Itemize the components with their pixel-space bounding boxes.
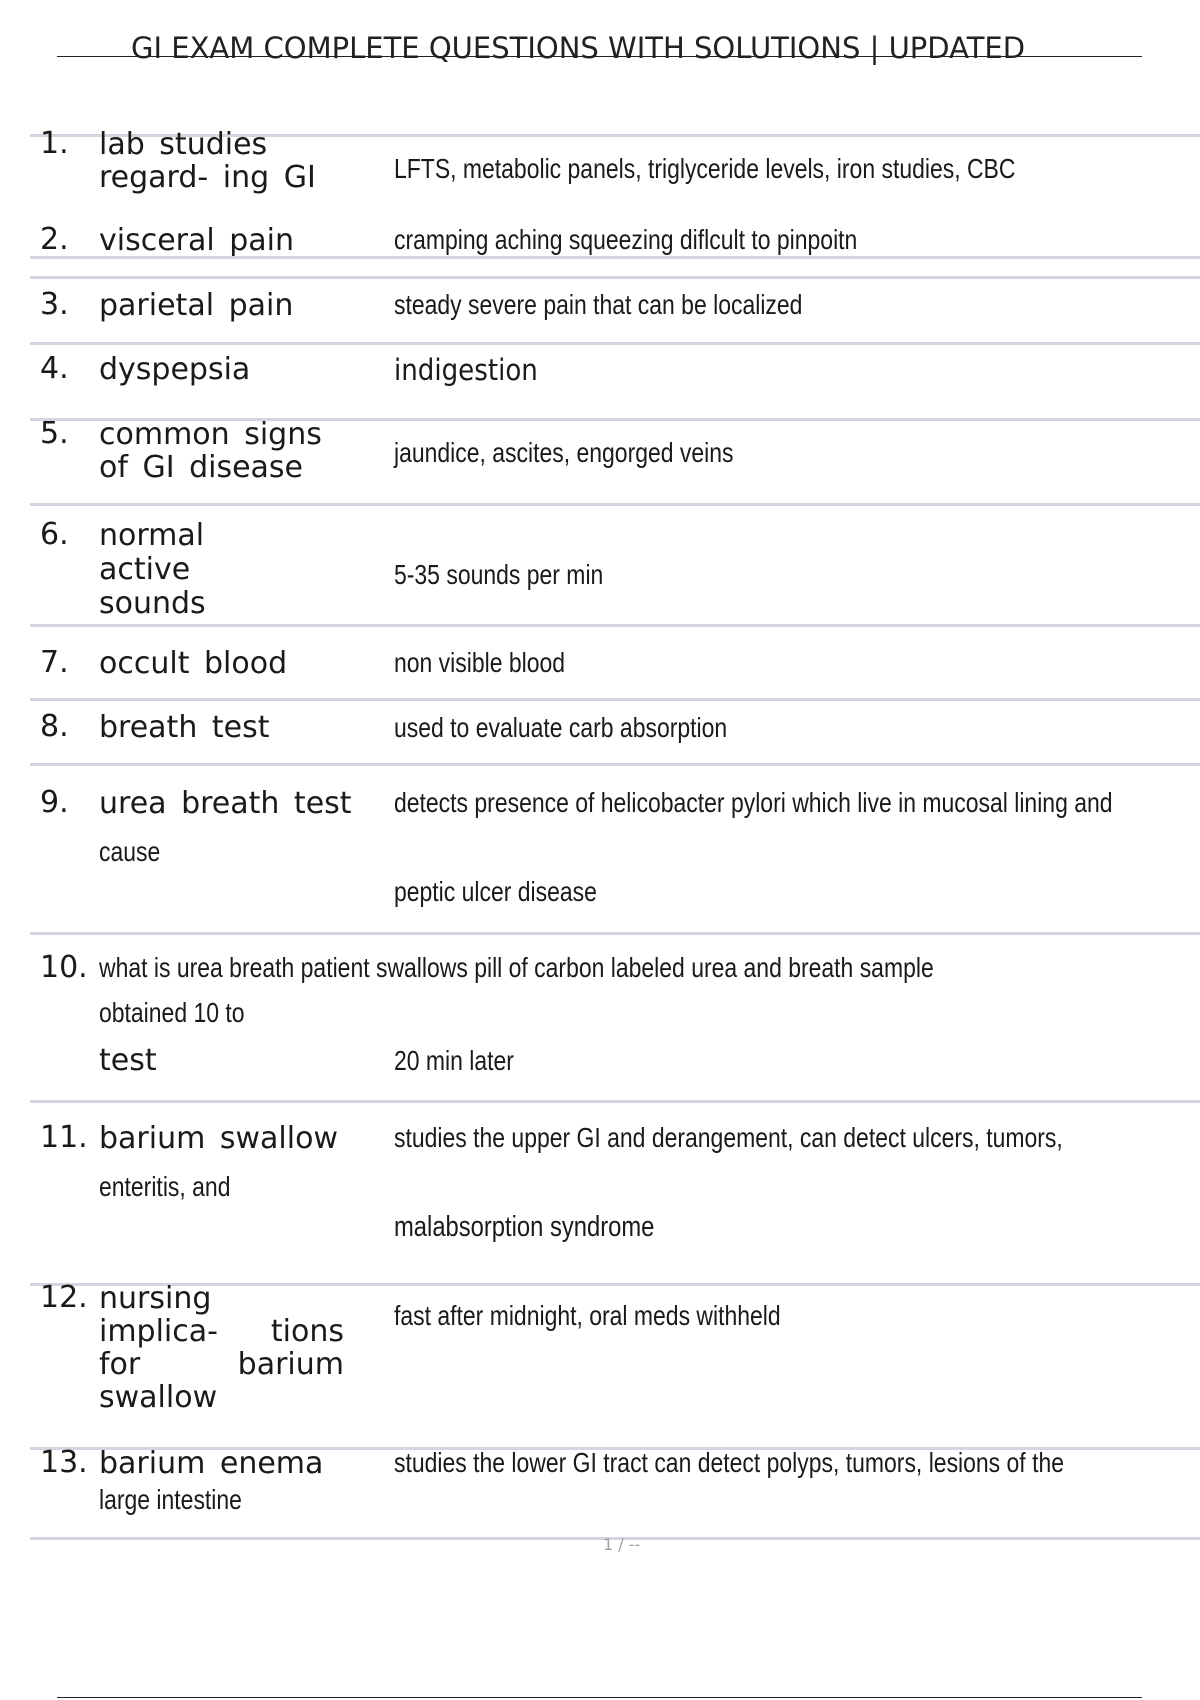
item-definition: jaundice, ascites, engorged veins <box>394 437 734 468</box>
item-term: occult blood <box>99 646 288 681</box>
item-definition: non visible blood <box>394 647 566 678</box>
row-divider <box>30 624 1200 627</box>
row-divider <box>30 698 1200 701</box>
item-number: 5. <box>40 416 69 451</box>
footer-rule <box>57 1697 1142 1698</box>
item-definition: LFTS, metabolic panels, triglyceride levels, iron studies, CBC <box>394 153 1016 184</box>
item-number: 11. <box>40 1120 88 1155</box>
item-number: 6. <box>40 517 69 552</box>
row-divider <box>30 256 1200 259</box>
item-number: 10. <box>40 950 88 985</box>
item-term: normal active sounds <box>99 518 206 621</box>
item-number: 7. <box>40 645 69 680</box>
item-number: 8. <box>40 709 69 744</box>
row-divider <box>30 276 1200 279</box>
item-definition: indigestion <box>394 353 538 387</box>
item-term-line: obtained 10 to <box>99 997 245 1028</box>
item-term: lab studies regard- ing GI <box>99 127 316 195</box>
item-number: 1. <box>40 126 69 161</box>
row-divider <box>30 503 1200 506</box>
item-number: 9. <box>40 785 69 820</box>
item-definition: studies the upper GI and derangement, can detect ulcers, tumors, <box>394 1122 1063 1153</box>
item-definition: steady severe pain that can be localized <box>394 289 803 320</box>
item-definition: fast after midnight, oral meds withheld <box>394 1300 781 1331</box>
row-divider <box>30 1100 1200 1103</box>
item-term: urea breath test <box>99 786 352 821</box>
item-term: breath test <box>99 710 270 745</box>
row-divider <box>30 763 1200 766</box>
item-term: test <box>99 1043 157 1078</box>
item-definition: 5-35 sounds per min <box>394 559 604 590</box>
item-continuation: large intestine <box>99 1484 242 1515</box>
item-term: dyspepsia <box>99 352 251 387</box>
document-title: GI EXAM COMPLETE QUESTIONS WITH SOLUTIONS | UPDATED <box>131 31 1026 65</box>
item-number: 4. <box>40 351 69 386</box>
item-definition: studies the lower GI tract can detect polyps, tumors, lesions of the <box>394 1447 1064 1478</box>
item-definition: 20 min later <box>394 1045 514 1076</box>
page-number: 1 / -- <box>603 1535 641 1554</box>
item-term: common signs of GI disease <box>99 417 322 485</box>
item-definition: cramping aching squeezing diflcult to pinpoitn <box>394 224 858 255</box>
item-term: nursing implica- tions for barium swallow <box>99 1281 344 1415</box>
item-definition: detects presence of helicobacter pylori which live in mucosal lining and <box>394 787 1113 818</box>
item-term: parietal pain <box>99 288 294 323</box>
item-definition-continued: peptic ulcer disease <box>394 876 597 907</box>
item-term: visceral pain <box>99 223 295 258</box>
item-term: barium enema <box>99 1446 324 1481</box>
row-divider <box>30 932 1200 935</box>
item-term-line: what is urea breath patient swallows pill of carbon labeled urea and breath sample <box>99 952 934 983</box>
item-continuation: cause <box>99 836 161 867</box>
item-definition: used to evaluate carb absorption <box>394 712 728 743</box>
item-number: 13. <box>40 1445 88 1480</box>
item-continuation: enteritis, and <box>99 1171 231 1202</box>
item-number: 12. <box>40 1280 88 1315</box>
item-term: barium swallow <box>99 1121 338 1156</box>
item-number: 2. <box>40 222 69 257</box>
item-number: 3. <box>40 287 69 322</box>
row-divider <box>30 342 1200 345</box>
item-definition-continued: malabsorption syndrome <box>394 1211 655 1243</box>
